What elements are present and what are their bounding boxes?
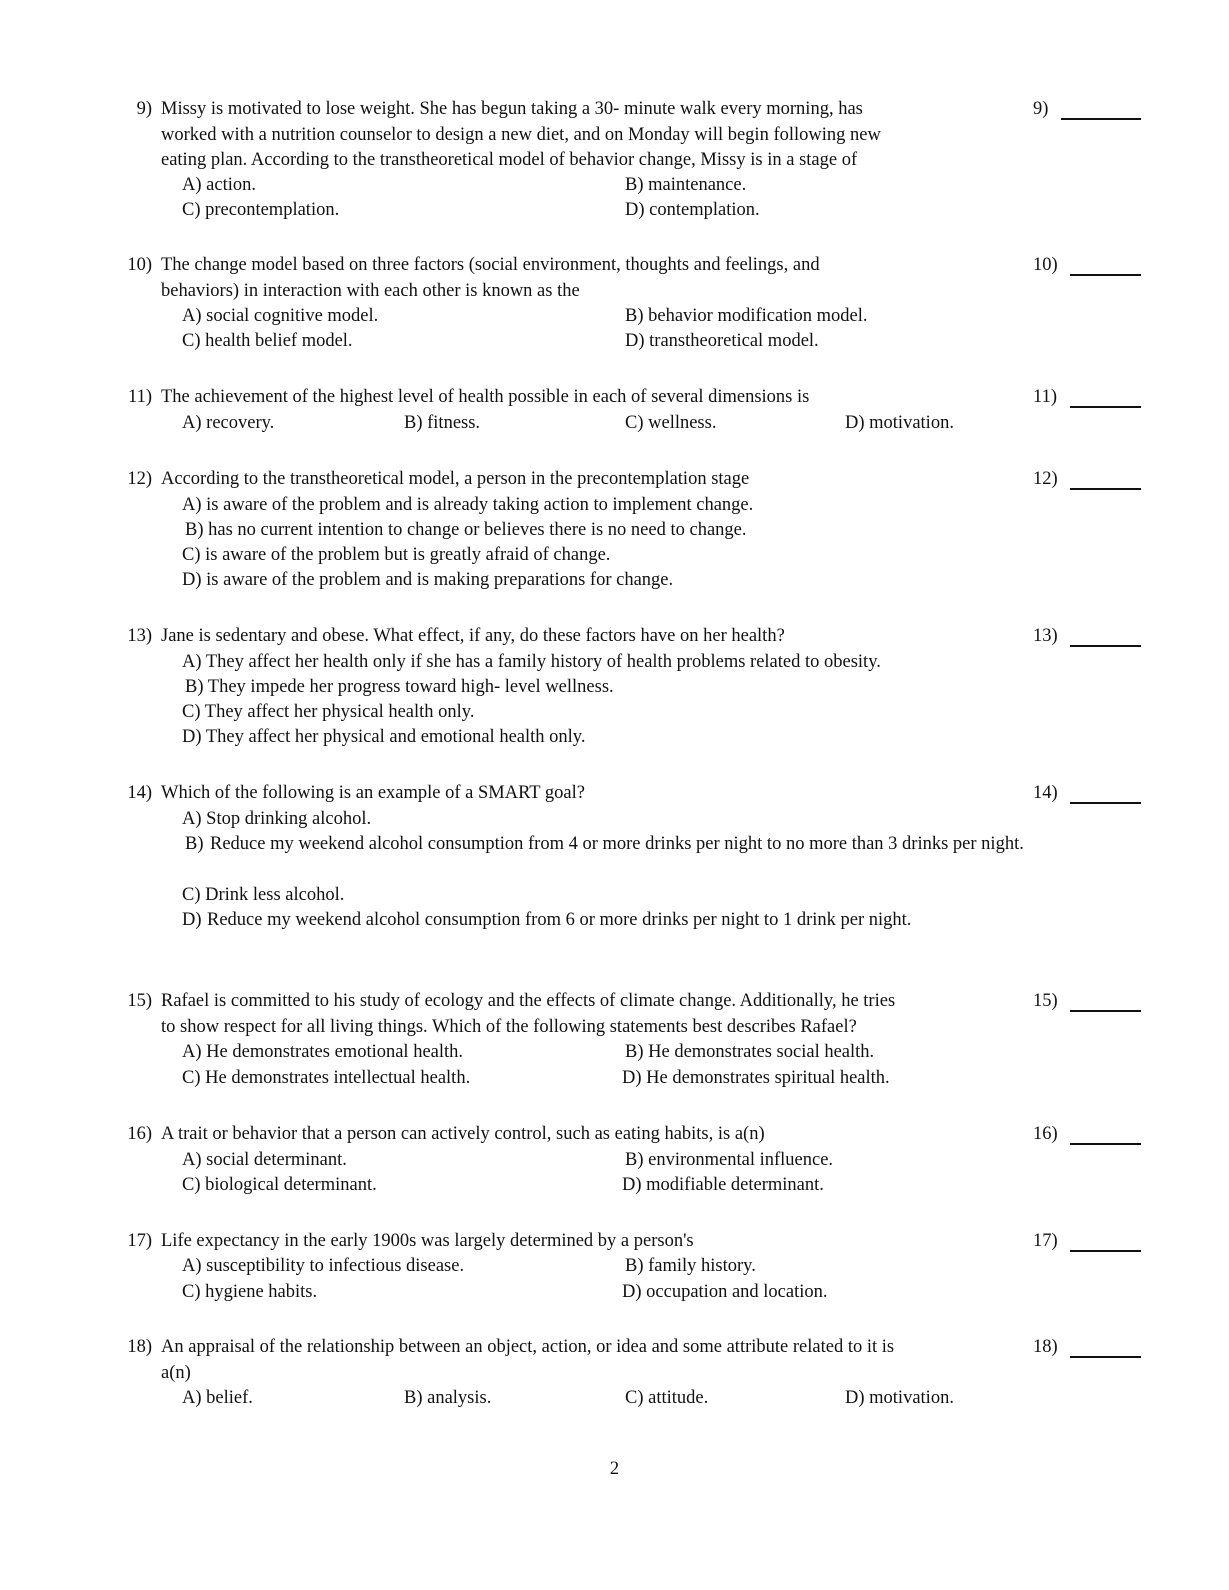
choice-label: D) — [625, 331, 645, 351]
choice-text: Reduce my weekend alcohol consumption from 4 or more drinks per night to no more than 3 drinks per night. — [210, 834, 1024, 854]
question-number: 9) — [136, 99, 152, 119]
choice-text: attitude. — [648, 1388, 709, 1408]
choice-label: B) — [404, 413, 423, 433]
choice-label: D) — [845, 413, 865, 433]
choice-b — [185, 675, 614, 701]
choice-b — [625, 173, 746, 199]
choice-label: D) — [182, 910, 202, 930]
question-stem — [161, 989, 1006, 1040]
choice-label: A) — [182, 306, 202, 326]
choice-text: family history. — [648, 1256, 756, 1276]
stem-line: worked with a nutrition counselor to design a new diet, and on Monday will begin following new — [161, 124, 881, 145]
question-stem — [161, 467, 1006, 493]
choice-label: C) — [182, 1068, 201, 1088]
stem-line: According to the transtheoretical model, a person in the precontemplation stage — [161, 469, 750, 489]
choice-a — [182, 411, 274, 437]
choice-text: transtheoretical model. — [649, 331, 819, 351]
choice-d — [622, 1173, 824, 1199]
choice-label: B) — [625, 1150, 644, 1170]
choice-c — [182, 543, 610, 569]
choice-text: They affect her health only if she has a family history of health problems related to obesity. — [205, 652, 881, 672]
choice-text: occupation and location. — [646, 1282, 828, 1302]
choice-d — [845, 411, 954, 437]
choice-b — [625, 1148, 833, 1174]
answer-blank[interactable] — [1070, 1250, 1141, 1252]
stem-line: Jane is sedentary and obese. What effect, if any, do these factors have on her health? — [161, 626, 785, 646]
choice-c — [625, 411, 716, 437]
stem-line: Rafael is committed to his study of ecology and the effects of climate change. Additionally, he tries — [161, 991, 896, 1011]
choice-text: action. — [206, 175, 256, 195]
choice-text: They affect her physical health only. — [204, 702, 475, 722]
choice-label: C) — [625, 1388, 644, 1408]
question-stem — [161, 1122, 1006, 1148]
choice-text: precontemplation. — [205, 200, 340, 220]
choice-label: C) — [625, 413, 644, 433]
choice-text: hygiene habits. — [205, 1282, 318, 1302]
choice-label: D) — [845, 1388, 865, 1408]
stem-line: A trait or behavior that a person can actively control, such as eating habits, is a(n) — [161, 1124, 765, 1144]
answer-blank[interactable] — [1061, 118, 1141, 120]
question-stem — [161, 1229, 1006, 1255]
choice-label: B) — [625, 175, 644, 195]
choice-a — [182, 1386, 253, 1412]
choice-label: A) — [182, 1256, 202, 1276]
question-stem — [161, 385, 1006, 411]
choice-label: B) — [185, 834, 204, 854]
choice-label: A) — [182, 652, 202, 672]
choice-text: behavior modification model. — [648, 306, 868, 326]
choice-d — [622, 1280, 828, 1306]
choice-label: D) — [625, 200, 645, 220]
choice-label: A) — [182, 1150, 202, 1170]
choice-text: social determinant. — [206, 1150, 347, 1170]
answer-number: 18) — [1033, 1337, 1058, 1357]
stem-line: The change model based on three factors (social environment, thoughts and feelings, and — [161, 255, 820, 275]
choice-d — [182, 908, 997, 934]
answer-number: 10) — [1033, 255, 1058, 275]
choice-d — [182, 725, 585, 751]
choice-a — [182, 1148, 347, 1174]
choice-c — [182, 883, 344, 909]
question-stem — [161, 624, 1006, 650]
page-number: 2 — [609, 1459, 620, 1479]
question-stem — [161, 781, 1006, 807]
choice-label: A) — [182, 1388, 202, 1408]
question-stem — [161, 253, 1006, 304]
answer-blank[interactable] — [1070, 1143, 1141, 1145]
choice-text: Reduce my weekend alcohol consumption from 6 or more drinks per night to 1 drink per night. — [207, 910, 912, 930]
question-number: 13) — [127, 626, 152, 646]
choice-d — [622, 1066, 890, 1092]
choice-label: C) — [182, 1175, 201, 1195]
stem-line: behaviors) in interaction with each other is known as the — [161, 280, 580, 301]
stem-line: The achievement of the highest level of health possible in each of several dimensions is — [161, 387, 810, 407]
choice-label: C) — [182, 331, 201, 351]
choice-text: motivation. — [869, 413, 954, 433]
choice-label: D) — [182, 570, 202, 590]
choice-a — [182, 650, 881, 676]
choice-label: D) — [622, 1282, 642, 1302]
choice-a — [182, 1254, 464, 1280]
answer-number: 11) — [1033, 387, 1057, 407]
stem-line: Missy is motivated to lose weight. She has begun taking a 30- minute walk every morning, has — [161, 99, 863, 119]
question-number: 12) — [127, 469, 152, 489]
answer-blank[interactable] — [1070, 274, 1141, 276]
choice-c — [182, 1173, 377, 1199]
choice-label: B) — [404, 1388, 423, 1408]
choice-c — [182, 198, 339, 224]
choice-a — [182, 807, 371, 833]
choice-text: He demonstrates intellectual health. — [205, 1068, 471, 1088]
answer-blank[interactable] — [1070, 802, 1141, 804]
choice-text: biological determinant. — [205, 1175, 377, 1195]
choice-label: A) — [182, 495, 202, 515]
choice-text: He demonstrates social health. — [648, 1042, 875, 1062]
choice-c — [182, 329, 353, 355]
choice-text: environmental influence. — [648, 1150, 834, 1170]
choice-text: wellness. — [648, 413, 717, 433]
choice-text: health belief model. — [205, 331, 353, 351]
answer-number: 12) — [1033, 469, 1058, 489]
question-number: 18) — [127, 1337, 152, 1357]
question-number: 11) — [128, 387, 152, 407]
choice-text: Stop drinking alcohol. — [206, 809, 372, 829]
stem-line: Which of the following is an example of a SMART goal? — [161, 783, 585, 803]
choice-b — [185, 832, 1030, 858]
answer-number: 16) — [1033, 1124, 1058, 1144]
choice-text: motivation. — [869, 1388, 954, 1408]
answer-blank[interactable] — [1070, 406, 1141, 408]
choice-c — [625, 1386, 708, 1412]
choice-b — [404, 1386, 491, 1412]
choice-text: recovery. — [206, 413, 275, 433]
choice-text: social cognitive model. — [206, 306, 379, 326]
choice-a — [182, 493, 753, 519]
stem-line: Life expectancy in the early 1900s was largely determined by a person's — [161, 1231, 694, 1251]
choice-text: fitness. — [427, 413, 481, 433]
choice-d — [182, 568, 673, 594]
stem-line: to show respect for all living things. Which of the following statements best describes Rafael? — [161, 1016, 857, 1037]
choice-text: They affect her physical and emotional health only. — [205, 727, 586, 747]
question-number: 15) — [127, 991, 152, 1011]
stem-line: a(n) — [161, 1362, 191, 1383]
choice-text: is aware of the problem and is making preparations for change. — [206, 570, 674, 590]
choice-label: D) — [622, 1068, 642, 1088]
choice-b — [185, 518, 747, 544]
choice-label: A) — [182, 413, 202, 433]
choice-text: belief. — [206, 1388, 253, 1408]
choice-b — [404, 411, 480, 437]
choice-d — [625, 198, 760, 224]
choice-text: contemplation. — [649, 200, 760, 220]
answer-number: 14) — [1033, 783, 1058, 803]
choice-d — [845, 1386, 954, 1412]
choice-label: A) — [182, 175, 202, 195]
question-number: 10) — [127, 255, 152, 275]
choice-text: is aware of the problem and is already taking action to implement change. — [206, 495, 754, 515]
choice-b — [625, 1254, 756, 1280]
question-stem — [161, 1335, 1006, 1386]
choice-c — [182, 1066, 470, 1092]
choice-label: C) — [182, 885, 201, 905]
choice-text: He demonstrates emotional health. — [206, 1042, 464, 1062]
stem-line: eating plan. According to the transtheoretical model of behavior change, Missy is in a stage of — [161, 150, 858, 170]
question-number: 14) — [127, 783, 152, 803]
choice-label: C) — [182, 545, 201, 565]
choice-text: Drink less alcohol. — [205, 885, 345, 905]
choice-label: C) — [182, 1282, 201, 1302]
answer-blank[interactable] — [1070, 1010, 1141, 1012]
choice-text: They impede her progress toward high- level wellness. — [207, 677, 614, 697]
answer-number: 13) — [1033, 626, 1058, 646]
question-number: 16) — [127, 1124, 152, 1144]
choice-text: maintenance. — [648, 175, 747, 195]
answer-number: 17) — [1033, 1231, 1058, 1251]
stem-line: An appraisal of the relationship between an object, action, or idea and some attribute related to it is — [161, 1337, 895, 1357]
choice-d — [625, 329, 819, 355]
choice-b — [625, 1040, 874, 1066]
choice-c — [182, 700, 474, 726]
answer-blank[interactable] — [1070, 488, 1141, 490]
choice-label: D) — [622, 1175, 642, 1195]
choice-label: D) — [182, 727, 202, 747]
choice-label: C) — [182, 200, 201, 220]
question-number: 17) — [127, 1231, 152, 1251]
choice-text: analysis. — [427, 1388, 492, 1408]
choice-label: C) — [182, 702, 201, 722]
answer-number: 15) — [1033, 991, 1058, 1011]
choice-b — [625, 304, 868, 330]
choice-text: modifiable determinant. — [646, 1175, 824, 1195]
choice-a — [182, 304, 378, 330]
choice-label: A) — [182, 809, 202, 829]
choice-text: has no current intention to change or believes there is no need to change. — [208, 520, 747, 540]
answer-blank[interactable] — [1070, 1356, 1141, 1358]
choice-a — [182, 173, 256, 199]
choice-text: is aware of the problem but is greatly afraid of change. — [205, 545, 611, 565]
choice-text: susceptibility to infectious disease. — [206, 1256, 465, 1276]
choice-a — [182, 1040, 463, 1066]
choice-label: B) — [625, 1256, 644, 1276]
choice-label: B) — [185, 520, 204, 540]
answer-number: 9) — [1033, 99, 1049, 119]
choice-label: A) — [182, 1042, 202, 1062]
choice-label: B) — [185, 677, 204, 697]
choice-c — [182, 1280, 317, 1306]
choice-label: B) — [625, 1042, 644, 1062]
choice-text: He demonstrates spiritual health. — [646, 1068, 890, 1088]
question-stem — [161, 97, 1006, 174]
choice-label: B) — [625, 306, 644, 326]
answer-blank[interactable] — [1070, 645, 1141, 647]
